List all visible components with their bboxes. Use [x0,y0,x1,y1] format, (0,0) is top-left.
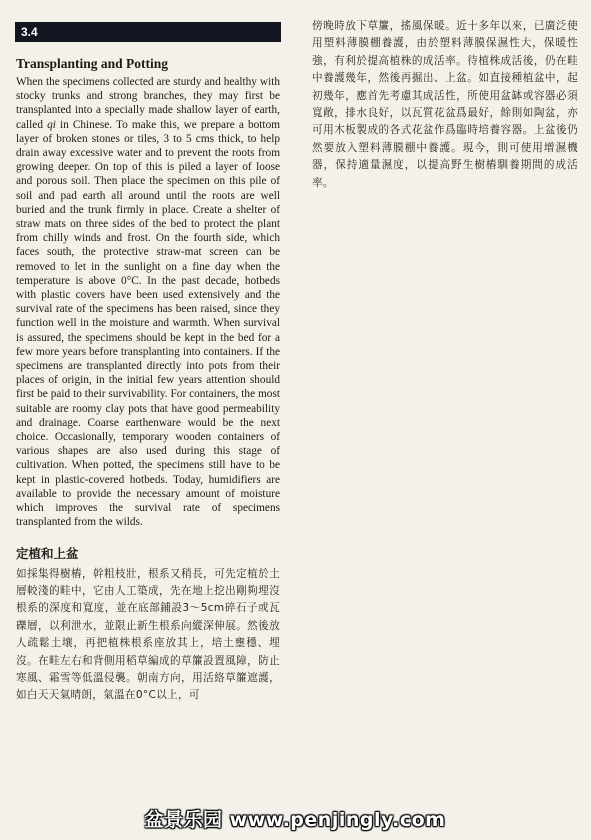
site-watermark: 盆景乐园 www.penjingly.com [144,808,446,831]
chinese-heading: 定植和上盆 [16,545,79,561]
chinese-body-right: 傍晚時放下草簾，搖風保暖。近十多年以來，已廣泛使用塑料薄膜棚養護，由於塑料薄膜保濕性大，保暖性強，有利於提高植株的成活率。待植株成活後，仍在畦中養護幾年，然後再掘出、上盆。如直接種植盆中，起初幾年，應首先考慮其成活性，所使用盆缽或容器必須寬敞，排水良好，以瓦質花盆爲最好，餘則如陶盆，亦可用木板製成的各式花盆作爲臨時培養容器。上盆後仍然要放入塑料薄膜棚中養護。現今，則可使用增濕機器，保持適量濕度，以提高野生樹樁馴養期間的成活率。 [312,20,578,189]
english-heading: Transplanting and Potting [16,56,169,71]
english-italic-term: qi [47,118,56,131]
section-number: 3.4 [21,25,38,39]
chinese-body-left: 如採集得樹樁，幹粗枝壯，根系又稍長，可先定植於土層較淺的畦中，它由人工築成，先在地上挖出剛夠埋沒根系的深度和寬度，並在底部鋪設3～5cm碎石子或瓦礫層，以利泄水，並限止新生根系向縱深伸展。然後放人疏鬆土壤，再把植株根系座放其上，培土壅穩、埋沒。在畦左右和背側用稻草編成的草簾設置風障，防止寒風、霜雪等低溫侵襲。朝南方向，用活絡草簾遮護，如白天天氣晴朗，氣溫在0°C以上，可 [16,567,280,702]
right-column [312,18,578,192]
english-body [16,75,280,530]
english-body-part-1: When the specimens collected are sturdy and healthy with stocky trunks and strong branches, they may first be transplanted into a specially made shallow layer of earth, called [16,76,280,131]
english-body-part-2: in Chinese. To make this, we prepare a bottom layer of broken stones or tiles, 3 to 5 cms thick, to help drain away excessive water and to prevent the roots from growing deeper. On top of this is piled a layer of loose and porous soil. Then place the specimen on this pile of soil and pad earth all around until the roots are well buried and the trunk firmly in place. Create a shelter of straw mats on three sides of the bed to protect the plant from chilly winds and frost. On the fourth side, which faces south, the protective straw-mat screen can be removed to let in the sunlight on a fine day when the temperature is above 0°C. In the past decade, hotbeds with plastic covers have been used extensively and the survival rate of the specimens has been raised, since they function well in the moisture and warmth. When survival is assured, the specimens should be kept in the bed for a few more years before transplanting into containers. If the specimens are transplanted directly into pots from their places of origin, in the initial few years attention should first be paid to their survivability. For containers, the most suitable are roomy clay pots that have good permeability and drainage. Coarse earthenware would be the next choice. Occasionally, temporary wooden containers of various shapes are also used during this stage of cultivation. When potted, the specimens still have to be kept in plastic-covered hotbeds. Today, humidifiers are available to provide the necessary amount of moisture which improves the survival rate of specimens transplanted from the wilds. [16,118,280,529]
left-column [16,56,280,705]
section-number-bar [15,22,281,42]
